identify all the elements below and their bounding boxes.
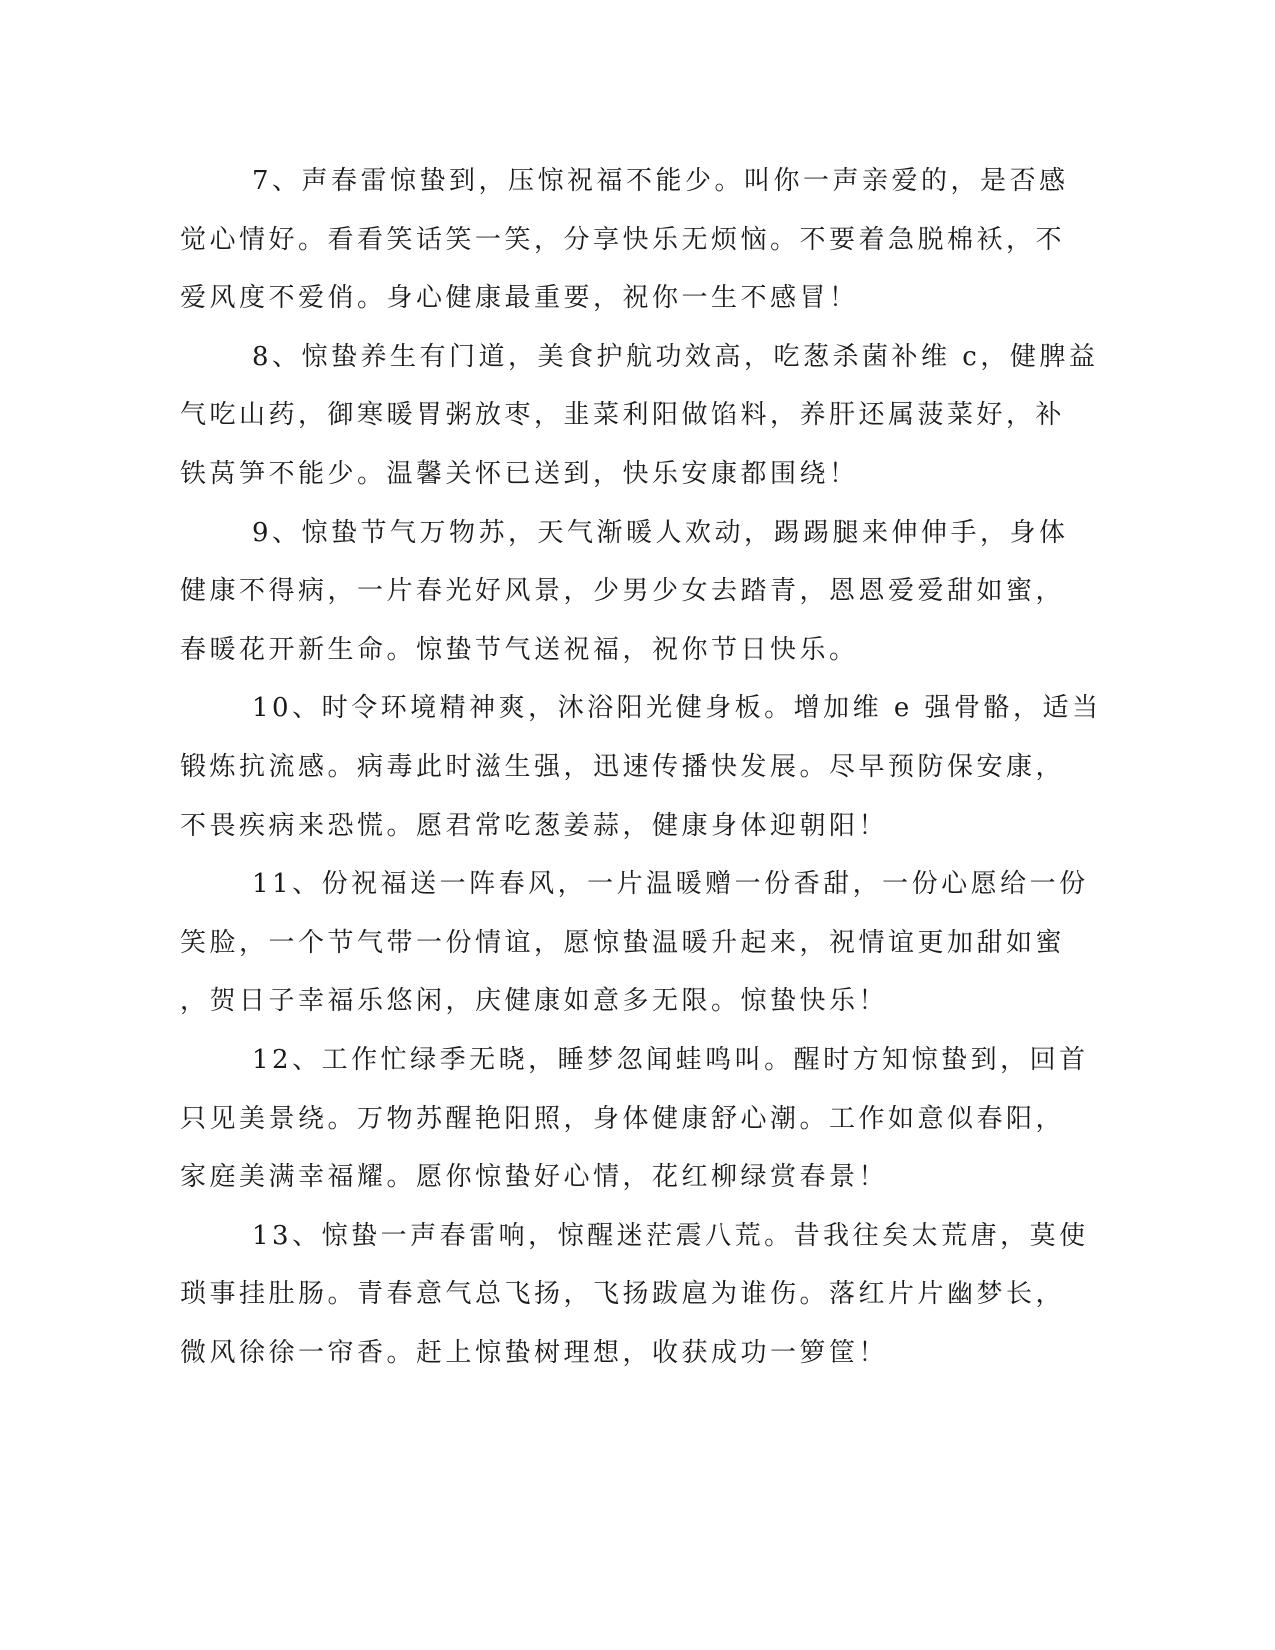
paragraph-10 bbox=[180, 685, 1102, 861]
paragraph-line: 7、声春雷惊蛰到，压惊祝福不能少。叫你一声亲爱的，是否感 bbox=[252, 166, 1069, 196]
paragraph-line: 8、惊蛰养生有门道，美食护航功效高，吃葱杀菌补维 c，健脾益 bbox=[252, 341, 1099, 372]
paragraph-11 bbox=[180, 861, 1089, 1037]
paragraph-line: ，贺日子幸福乐悠闲，庆健康如意多无限。惊蛰快乐！ bbox=[180, 986, 889, 1017]
paragraph-line: 13、惊蛰一声春雷响，惊醒迷茫震八荒。昔我往矣太荒唐，莫使 bbox=[252, 1220, 1089, 1251]
paragraph-line: 健康不得病，一片春光好风景，少男少女去踏青，恩恩爱爱甜如蜜， bbox=[180, 576, 1066, 607]
paragraph-8 bbox=[180, 334, 1099, 510]
paragraph-line: 家庭美满幸福耀。愿你惊蛰好心情，花红柳绿赏春景！ bbox=[180, 1162, 889, 1193]
paragraph-line: 笑脸，一个节气带一份情谊，愿惊蛰温暖升起来，祝情谊更加甜如蜜 bbox=[180, 927, 1066, 958]
paragraph-line: 琐事挂肚肠。青春意气总飞扬，飞扬跋扈为谁伤。落红片片幽梦长， bbox=[180, 1279, 1066, 1310]
paragraph-line: 春暖花开新生命。惊蛰节气送祝福，祝你节日快乐。 bbox=[180, 634, 859, 665]
paragraph-line: 12、工作忙绿季无晓，睡梦忽闻蛙鸣叫。醒时方知惊蛰到，回首 bbox=[252, 1044, 1089, 1075]
document-body bbox=[180, 158, 1102, 1388]
paragraph-7 bbox=[180, 158, 1069, 334]
paragraph-9 bbox=[180, 510, 1069, 686]
paragraph-line: 气吃山药，御寒暖胃粥放枣，韭菜利阳做馅料，养肝还属菠菜好，补 bbox=[180, 400, 1066, 431]
paragraph-line: 觉心情好。看看笑话笑一笑，分享快乐无烦恼。不要着急脱棉袄，不 bbox=[180, 224, 1066, 255]
paragraph-line: 锻炼抗流感。病毒此时滋生强，迅速传播快发展。尽早预防保安康， bbox=[180, 751, 1066, 782]
paragraph-12 bbox=[180, 1037, 1089, 1213]
paragraph-13 bbox=[180, 1213, 1089, 1389]
paragraph-line: 铁莴笋不能少。温馨关怀已送到，快乐安康都围绕！ bbox=[180, 458, 859, 489]
paragraph-line: 不畏疾病来恐慌。愿君常吃葱姜蒜，健康身体迎朝阳！ bbox=[180, 810, 889, 841]
paragraph-line: 只见美景绕。万物苏醒艳阳照，身体健康舒心潮。工作如意似春阳， bbox=[180, 1103, 1066, 1134]
paragraph-line: 9、惊蛰节气万物苏，天气渐暖人欢动，踢踢腿来伸伸手，身体 bbox=[252, 517, 1069, 548]
paragraph-line: 10、时令环境精神爽，沐浴阳光健身板。增加维 e 强骨骼，适当 bbox=[252, 693, 1102, 724]
paragraph-line: 11、份祝福送一阵春风，一片温暖赠一份香甜，一份心愿给一份 bbox=[252, 869, 1089, 900]
paragraph-line: 爱风度不爱俏。身心健康最重要，祝你一生不感冒！ bbox=[180, 283, 859, 314]
paragraph-line: 微风徐徐一帘香。赶上惊蛰树理想，收获成功一箩筐！ bbox=[180, 1337, 889, 1368]
